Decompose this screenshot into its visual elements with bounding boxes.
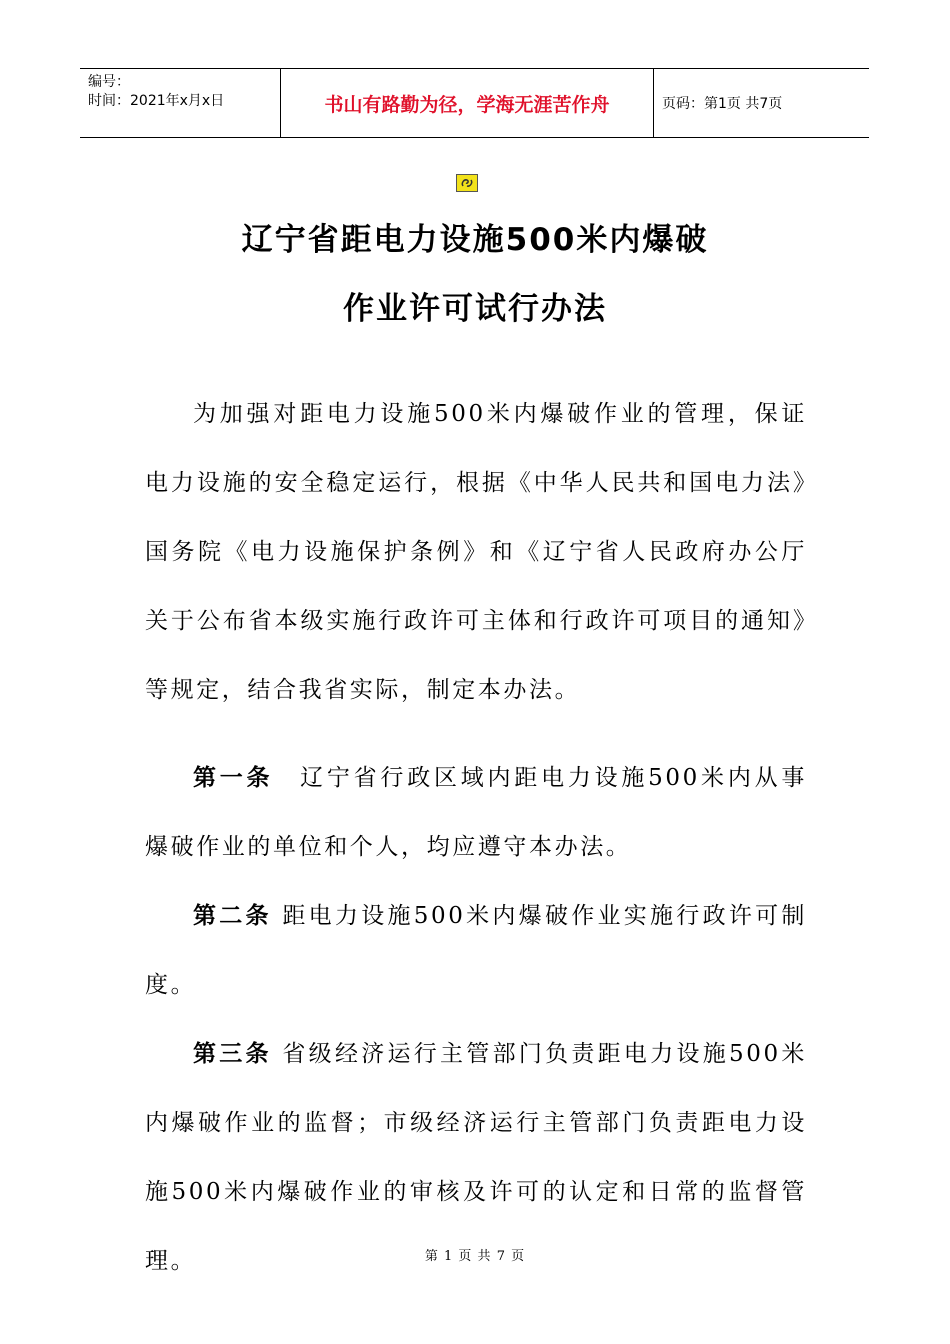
article-label: 第三条 bbox=[193, 1041, 272, 1067]
article-1 bbox=[145, 744, 807, 882]
article-text: 省级经济运行主管部门负责距电力设施500米内爆破作业的监督；市级经济运行主管部门负责距电力设施500米内爆破作业的审核及许可的认定和日常的监督管理。 bbox=[145, 1041, 807, 1274]
article-label: 第二条 bbox=[193, 903, 272, 929]
article-text: 辽宁省行政区域内距电力设施500米内从事爆破作业的单位和个人，均应遵守本办法。 bbox=[145, 765, 807, 860]
header-table bbox=[80, 68, 869, 138]
article-2 bbox=[145, 882, 807, 1020]
document-logo-icon bbox=[456, 174, 478, 192]
number-label: 编号： bbox=[88, 74, 130, 90]
motto: 书山有路勤为径，学海无涯苦作舟 bbox=[280, 69, 654, 137]
article-text: 距电力设施500米内爆破作业实施行政许可制度。 bbox=[145, 903, 807, 998]
header-meta bbox=[80, 69, 280, 137]
title-line-2: 作业许可试行办法 bbox=[343, 291, 607, 327]
article-label: 第一条 bbox=[193, 765, 274, 791]
time-label: 时间：2021年x月x日 bbox=[88, 93, 225, 109]
page-label: 页码：第1页 共7页 bbox=[662, 96, 783, 112]
title-line-1: 辽宁省距电力设施500米内爆破 bbox=[241, 222, 709, 258]
page-footer: 第 1 页 共 7 页 bbox=[424, 1249, 526, 1264]
intro-paragraph: 为加强对距电力设施500米内爆破作业的管理，保证电力设施的安全稳定运行，根据《中华人民共和国电力法》国务院《电力设施保护条例》和《辽宁省人民政府办公厅关于公布省本级实施行政许可主体和行政许可项目的通知》等规定，结合我省实际，制定本办法。 bbox=[145, 401, 807, 703]
